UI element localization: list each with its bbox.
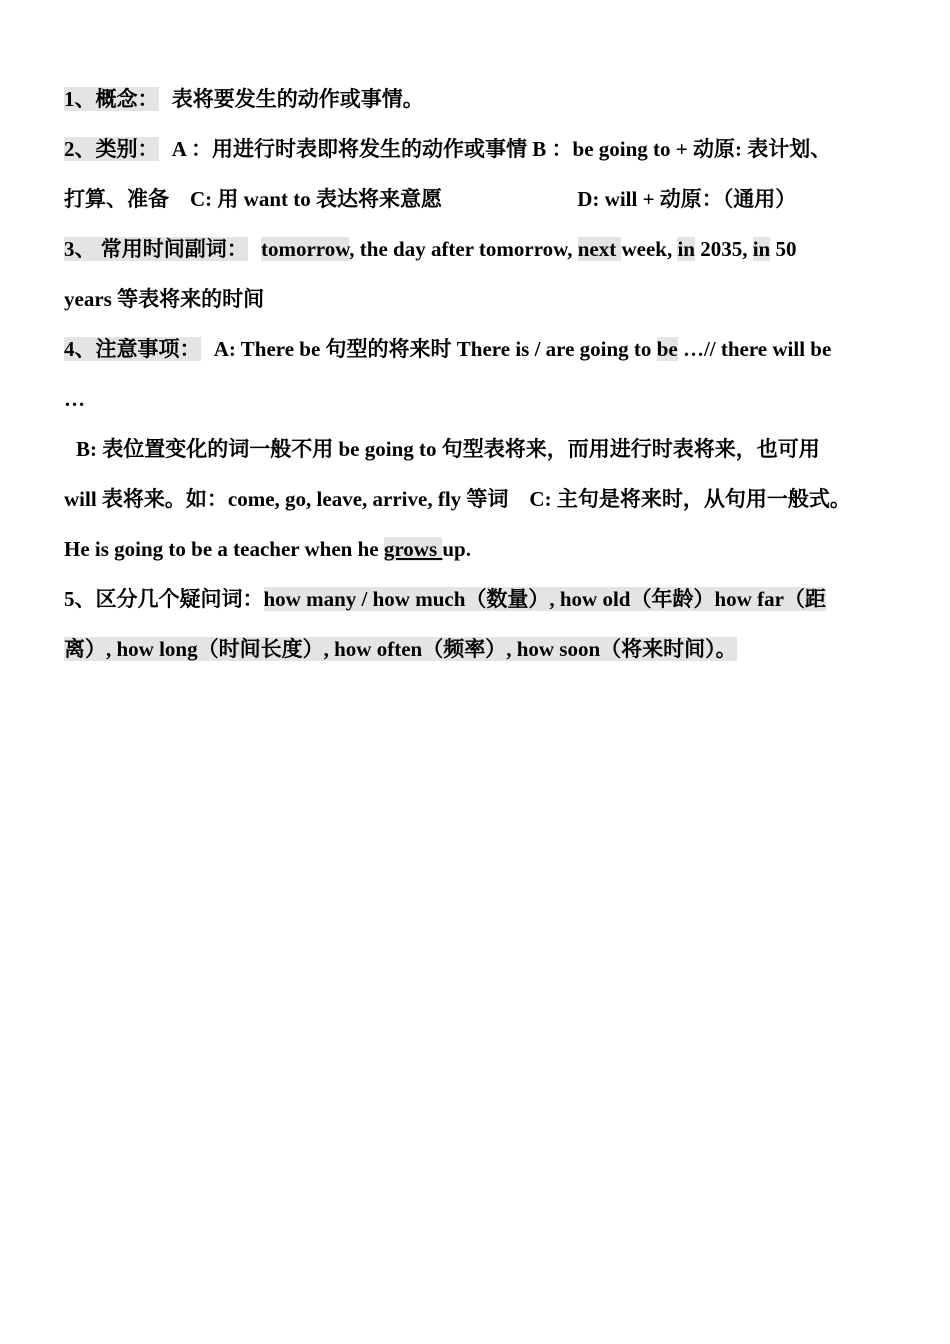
section-3-line-2 [64, 274, 894, 324]
section-3-line-1 [64, 224, 894, 274]
section-4-item-b-line-1: B: 表位置变化的词一般不用 be going to 句型表将来，而用进行时表将来，也可用 [76, 437, 820, 461]
section-2-line-2 [64, 174, 894, 224]
section-4-example-grows: grows [383, 537, 443, 561]
section-4-item-b-line-2: will 表将来。如：come, go, leave, arrive, fly 等词 [64, 487, 509, 511]
section-4-item-a-post: …// there will be [677, 337, 832, 361]
section-4-line-3 [64, 424, 894, 474]
adverb-text-4: 50 [770, 237, 797, 261]
section-4-line-1 [64, 324, 894, 374]
section-4-line-4 [64, 474, 894, 524]
section-5-question-words-2: 离）, how long（时间长度）, how often（频率）, how soon（将来时间）。 [64, 637, 737, 661]
section-4-example-pre: He is going to be a teacher when he [64, 537, 384, 561]
section-2-line-2-start: 打算、准备 [64, 187, 169, 211]
section-2-item-c: C: 用 want to 表达将来意愿 [190, 187, 442, 211]
adverb-in-2: in [752, 237, 771, 261]
section-2-line-1 [64, 124, 894, 174]
section-4-item-c: C: 主句是将来时，从句用一般式。 [529, 487, 851, 511]
adverb-tomorrow: tomorrow [261, 237, 350, 261]
section-5-line-2 [64, 624, 894, 674]
section-1 [64, 74, 894, 124]
section-4-item-a-be: be [656, 337, 678, 361]
section-5-label: 5、区分几个疑问词： [64, 587, 264, 611]
section-4-example-post: up. [442, 537, 471, 561]
adverb-text-2: week, [621, 237, 678, 261]
section-1-text: 表将要发生的动作或事情。 [171, 87, 424, 111]
document-body [64, 74, 894, 674]
section-5-question-words-1: how many / how much（数量）, how old（年龄）how far（距 [263, 587, 826, 611]
section-4-line-5 [64, 524, 894, 574]
section-4-ellipsis: … [64, 387, 85, 411]
section-2-item-b: B ：be going to + 动原: 表计划、 [532, 137, 832, 161]
adverb-in-1: in [677, 237, 695, 261]
section-2-item-a: A ：用进行时表即将发生的动作或事情 [171, 137, 528, 161]
section-5-line-1 [64, 574, 894, 624]
section-4-item-a-pre: A: There be 句型的将来时 There is / are going to [213, 337, 657, 361]
section-2-label: 2、类别： [64, 137, 159, 161]
section-3-label: 3、 常用时间副词： [64, 237, 248, 261]
section-3-line-2-text: years 等表将来的时间 [64, 287, 265, 311]
adverb-text-1: , the day after tomorrow, [349, 237, 578, 261]
section-4-label: 4、注意事项： [64, 337, 201, 361]
section-4-line-2 [64, 374, 894, 424]
section-2-item-d: D: will + 动原：（通用） [577, 187, 797, 211]
section-1-label: 1、概念： [64, 87, 159, 111]
adverb-text-3: 2035, [694, 237, 753, 261]
adverb-next: next [577, 237, 622, 261]
